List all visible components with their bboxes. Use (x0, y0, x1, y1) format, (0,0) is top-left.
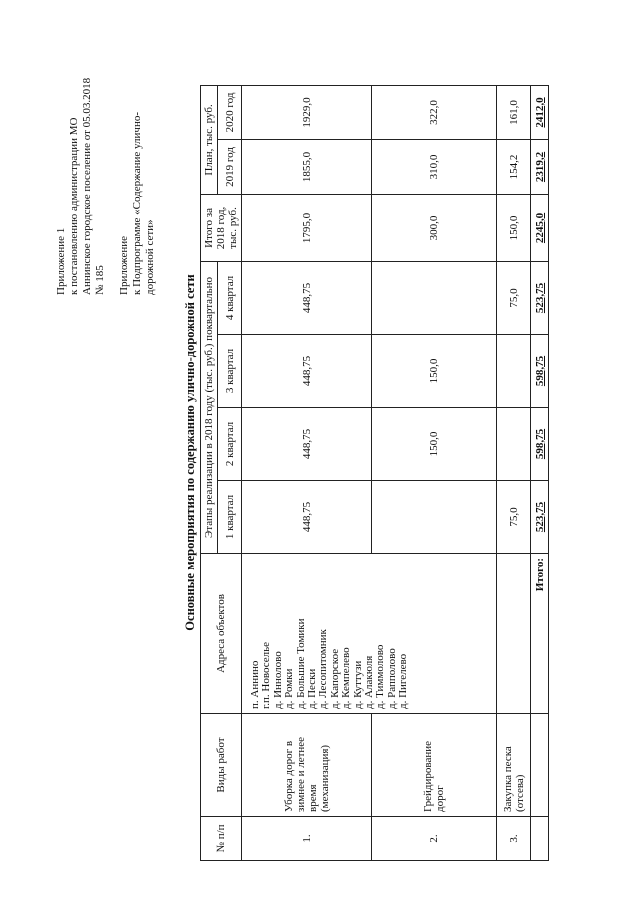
col-total-header: Итого за 2018 год, тыс. руб. (201, 194, 242, 261)
totals-empty (531, 817, 549, 861)
row-num: 1. (242, 817, 372, 861)
totals-row (531, 85, 549, 860)
activities-table (200, 85, 549, 861)
address-item: д. Тиммолово (374, 644, 387, 709)
total-q4: 523,75 (531, 261, 549, 334)
cell-2019: 154,2 (497, 139, 531, 194)
header-line: Приложение 1 (55, 227, 67, 295)
cell-q1: 448,75 (242, 481, 372, 554)
address-item: д. Пески (306, 668, 319, 709)
cell-2019: 1855,0 (242, 139, 372, 194)
cell-q3: 150,0 (372, 335, 497, 408)
address-item: д. Капорское (328, 648, 341, 709)
col-plan-header: План, тыс. руб. (201, 85, 218, 194)
cell-total2018: 150,0 (497, 194, 531, 261)
cell-2020: 1929,0 (242, 85, 372, 139)
header-line: Приложение (118, 235, 130, 295)
table-row (372, 85, 497, 860)
cell-total2018: 1795,0 (242, 194, 372, 261)
cell-2020: 322,0 (372, 85, 497, 139)
row-num: 2. (372, 817, 497, 861)
subprogram-header (118, 112, 157, 295)
col-q4-header: 4 квартал (218, 261, 242, 334)
col-work-header: Виды работ (201, 714, 242, 817)
col-q1-header: 1 квартал (218, 481, 242, 554)
cell-total2018: 300,0 (372, 194, 497, 261)
total-2020: 2412,0 (531, 85, 549, 139)
address-item: п. Аннино (249, 660, 261, 709)
cell-q2: 448,75 (242, 408, 372, 481)
total-2019: 2319,2 (531, 139, 549, 194)
row-work: Закупка песка (отсева) (497, 714, 531, 817)
address-item: г.п. Новоселье (260, 641, 273, 709)
address-item: д. Лесопитомник (317, 629, 330, 709)
cell-q1 (372, 481, 497, 554)
header-line: № 185 (94, 265, 106, 295)
address-item: д. Алакюля (363, 655, 376, 709)
cell-q3: 448,75 (242, 335, 372, 408)
row-addr (497, 554, 531, 714)
cell-2020: 161,0 (497, 85, 531, 139)
address-item: д. Куттузи (351, 660, 364, 709)
col-q3-header: 3 квартал (218, 335, 242, 408)
col-num-header: № п/п (201, 817, 242, 861)
cell-q2: 150,0 (372, 408, 497, 481)
total-q3: 598,75 (531, 335, 549, 408)
row-work: Грейдирование дорог (372, 714, 497, 817)
total-q2: 598,75 (531, 408, 549, 481)
address-item: д. Рапполово (385, 648, 398, 709)
col-q2-header: 2 квартал (218, 408, 242, 481)
cell-2019: 310,0 (372, 139, 497, 194)
cell-q4: 448,75 (242, 261, 372, 334)
document-title: Основные мероприятия по содержанию улично-дорожной сети (183, 274, 197, 631)
totals-label: Итого: (531, 554, 549, 714)
header-line: к Подпрограмме «Содержание улично- (131, 111, 143, 295)
col-addr-header: Адреса объектов (201, 554, 242, 714)
appendix-header (55, 78, 107, 295)
total-2018: 2245,0 (531, 194, 549, 261)
table-row (242, 85, 372, 860)
header-line: дорожной сети» (144, 219, 156, 295)
address-list (242, 554, 497, 714)
header-line: к постановлению администрации МО (68, 117, 80, 295)
header-line: Аннинское городское поселение от 05.03.2018 (81, 77, 93, 295)
address-item: д. Ромки (283, 668, 296, 709)
row-work: Уборка дорог в зимнее и летнее время (механизация) (242, 714, 372, 817)
address-item: д. Пигелево (397, 653, 410, 709)
col-2020-header: 2020 год (218, 85, 242, 139)
cell-q2 (497, 408, 531, 481)
row-num: 3. (497, 817, 531, 861)
header-row (201, 85, 218, 860)
total-q1: 523,75 (531, 481, 549, 554)
cell-q3 (497, 335, 531, 408)
address-item: д. Иннолово (271, 651, 284, 709)
address-item: д. Кемпелево (340, 647, 353, 709)
cell-q1: 75,0 (497, 481, 531, 554)
address-item: д. Большие Томики (294, 618, 307, 709)
col-stages-header: Этапы реализации в 2018 году (тыс. руб.) поквартально (201, 261, 218, 553)
table-row (497, 85, 531, 860)
totals-empty (531, 714, 549, 817)
col-2019-header: 2019 год (218, 139, 242, 194)
cell-q4: 75,0 (497, 261, 531, 334)
cell-q4 (372, 261, 497, 334)
